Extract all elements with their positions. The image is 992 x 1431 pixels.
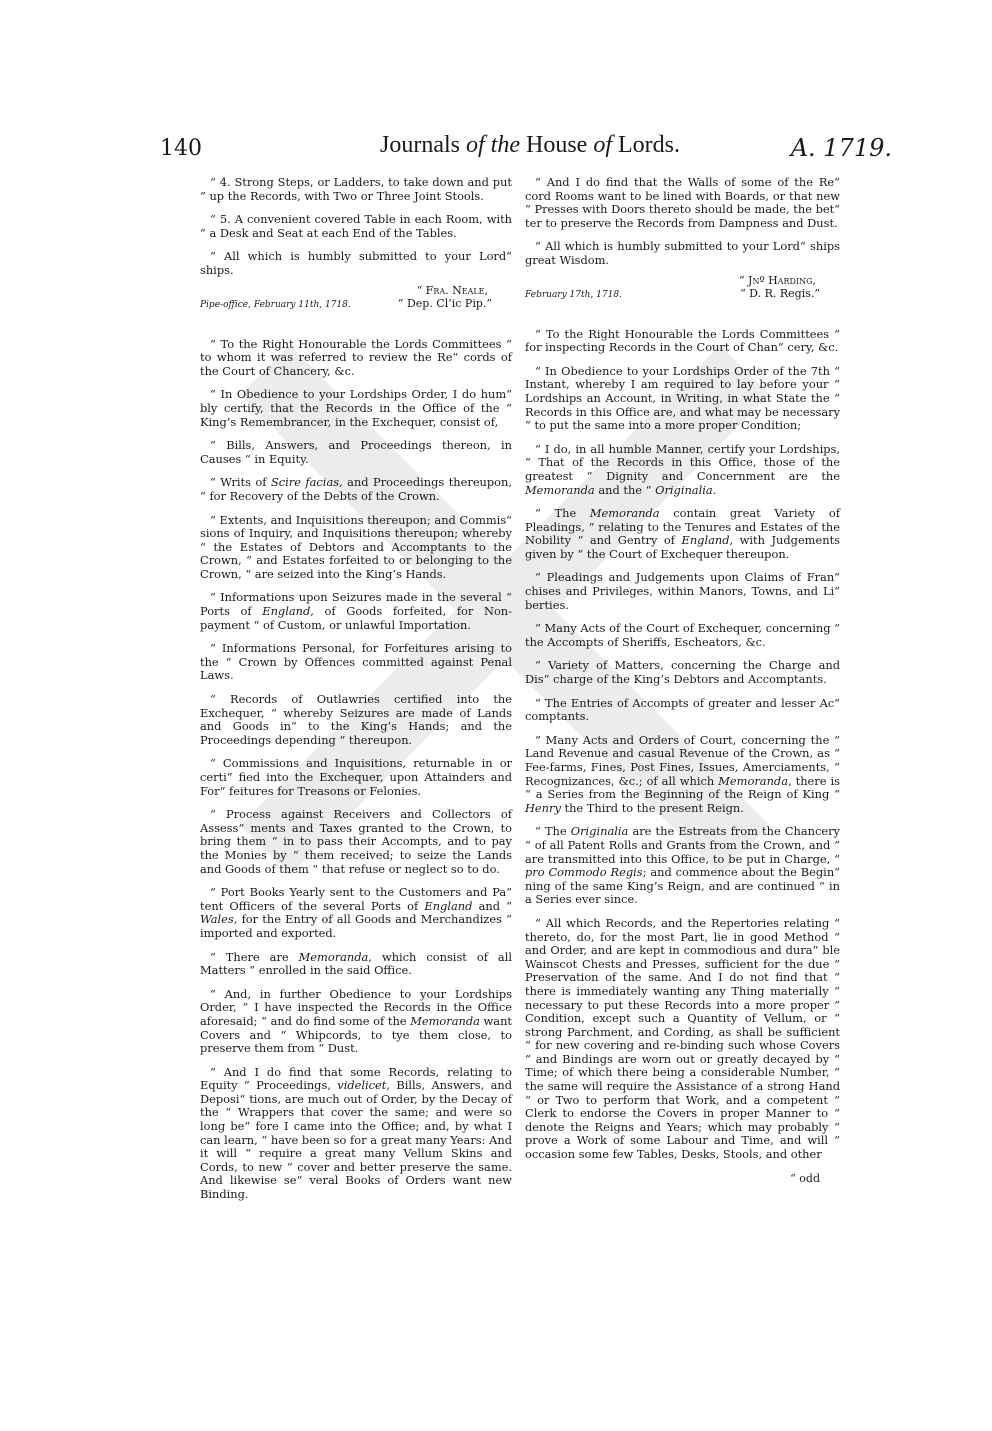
paragraph: “ The Originalia are the Estreats from the Chancery “ of all Patent Rolls and Grants from the Crown, and “ are transmitted into this Office, to be put in Charge, “ pro Commodo Regis; and commence about the Begin“ ning of the same King’s Reign, and are continued “ in a Series ever since.: [525, 824, 840, 907]
signature-place-date: Pipe-office, February 11th, 1718.: [200, 299, 351, 310]
paragraph: “ To the Right Honourable the Lords Committees “ for inspecting Records in the Court of Chan“ cery, &c.: [525, 326, 840, 355]
signature-title: “ Dep. Cl’ic Pip.”: [397, 296, 492, 310]
paragraph: “ Bills, Answers, and Proceedings thereon, in Causes “ in Equity.: [200, 438, 512, 466]
catchword: “ odd: [790, 1171, 820, 1185]
paragraph: “ And, in further Obedience to your Lordships Order, “ I have inspected the Records in the Office aforesaid; “ and do find some of the Memoranda want Covers and “ Whipcords, to tye them close, to preserve them from “ Dust.: [200, 986, 513, 1056]
paragraph: “ All which is humbly submitted to your Lord“ ships great Wisdom.: [525, 239, 840, 267]
paragraph: “ Extents, and Inquisitions thereupon; and Commis“ sions of Inquiry, and Inquisitions thereupon; whereby “ the Estates of Debtors and Accomptants to the Crown, “ and Estates forfeited to or belonging to the Crown, “ are seized into the King’s Hands.: [200, 512, 512, 581]
signature-name: “ Fra. Neale,: [416, 283, 488, 297]
page-number: 140: [160, 136, 202, 161]
signature-place-date: February 17th, 1718.: [525, 289, 622, 300]
paragraph: “ Variety of Matters, concerning the Charge and Dis“ charge of the King’s Debtors and Accomptants.: [525, 658, 840, 687]
paragraph: “ All which is humbly submitted to your Lord“ ships.: [200, 249, 512, 277]
paragraph: “ The Memoranda contain great Variety of Pleadings, “ relating to the Tenures and Estates of the Nobility “ and Gentry of England, with Judgements given by “ the Court of Exchequer thereupon.: [525, 506, 840, 561]
year-heading: A. 1719.: [790, 134, 892, 162]
paragraph: “ Pleadings and Judgements upon Claims of Fran“ chises and Privileges, within Manors, Towns, and Li“ berties.: [525, 570, 840, 612]
paragraph: “ To the Right Honourable the Lords Committees “ to whom it was referred to review the Re“ cords of the Court of Chancery, &c.: [200, 336, 512, 378]
paragraph: “ In Obedience to your Lordships Order of the 7th “ Instant, whereby I am required to lay before your “ Lordships an Account, in Writing, in what State the “ Records in this Office are, and what may be necessary “ to put the same into a more proper Condition;: [525, 363, 840, 433]
paragraph: “ Many Acts of the Court of Exchequer, concerning “ the Accompts of Sheriffs, Escheators, &c.: [525, 621, 840, 649]
signature-block: [525, 274, 840, 320]
paragraph: “ Informations upon Seizures made in the several “ Ports of England, of Goods forfeited, for Non-payment “ of Custom, or unlawful Importation.: [200, 590, 512, 632]
right-column: [525, 176, 840, 1185]
paragraph: “ There are Memoranda, which consist of all Matters “ enrolled in the said Office.: [200, 949, 512, 978]
paragraph: “ I do, in all humble Manner, certify your Lordships, “ That of the Records in this Office, those of the greatest “ Dignity and Concernment are the Memoranda and the “ Originalia.: [525, 441, 840, 497]
paragraph: “ Many Acts and Orders of Court, concerning the “ Land Revenue and casual Revenue of the Crown, as “ Fee-farms, Fines, Post Fines, Issues, Amerciaments, “ Recognizances, &c.; of all which Memoranda, there is “ a Series from the Beginning of the Reign of King “ Henry the Third to the present Reign.: [525, 732, 840, 815]
paragraph: “ Port Books Yearly sent to the Customers and Pa“ tent Officers of the several Ports of England and “ Wales, for the Entry of all Goods and Merchandizes “ imported and exported.: [200, 885, 512, 940]
running-header: [160, 132, 900, 168]
signature-title: “ D. R. Regis.”: [740, 286, 820, 300]
paragraph: “ In Obedience to your Lordships Order, I do hum“ bly certify, that the Records in the Office of the “ King’s Remembrancer, in the Exchequer, consist of,: [200, 387, 512, 429]
paragraph: “ And I do find that some Records, relating to Equity “ Proceedings, videlicet, Bills, Answers, and Deposi“ tions, are much out of Order, by the Decay of the “ Wrappers that cover the same; and were so long be“ fore I came into the Office; and, by what I can learn, “ have been so for a great many Years: And it will “ require a great many Vellum Skins and Cords, to new “ cover and better preserve the same. And likewise se“ veral Books of Orders want new Binding.: [200, 1064, 513, 1202]
paragraph: “ Records of Outlawries certified into the Exchequer, “ whereby Seizures are made of Lands and Goods in“ to the King’s Hands; and the Proceedings depending “ thereupon.: [200, 692, 512, 747]
signature-block: [200, 284, 512, 330]
paragraph: “ All which Records, and the Repertories relating “ thereto, do, for the most Part, lie in good Method “ and Order, and are kept in commodious and dura“ ble Wainscot Chests and Presses, sufficient for the due “ Preservation of the same. And I do not find that “ there is immediately wanting any Thing materially “ necessary to put these Records into a more proper “ Condition, except such a Quantity of Vellum, or “ strong Parchment, and Cording, as shall be sufficient “ for new covering and re-binding such whose Covers “ and Bindings are worn out or greatly decayed by “ Time; of which there being a considerable Number, “ the same will require the Assistance of a strong Hand “ or Two to perform that Work, and a competent “ Clerk to endorse the Covers in proper Manner to “ denote the Reigns and Years; which may probably “ prove a Work of some Labour and Time, and will “ occasion some few Tables, Desks, Stools, and other: [525, 915, 840, 1162]
paragraph: “ The Entries of Accompts of greater and lesser Ac“ comptants.: [525, 695, 840, 724]
signature-name: “ Jnº Harding,: [738, 273, 816, 287]
paragraph: “ And I do find that the Walls of some of the Re“ cord Rooms want to be lined with Boards, or that new “ Presses with Doors thereto should be made, the bet“ ter to preserve the Records from Dampness and Dust.: [525, 175, 840, 230]
paragraph: “ Commissions and Inquisitions, returnable in or certi“ fied into the Exchequer, upon Attainders and For“ feitures for Treasons or Felonies.: [200, 756, 512, 798]
paragraph: “ Writs of Scire facias, and Proceedings thereupon, “ for Recovery of the Debts of the Crown.: [200, 475, 512, 503]
paragraph: “ 4. Strong Steps, or Ladders, to take down and put “ up the Records, with Two or Three Joint Stools.: [200, 175, 512, 203]
paragraph: “ Informations Personal, for Forfeitures arising to the “ Crown by Offences committed against Penal Laws.: [200, 641, 512, 683]
left-column: [200, 176, 512, 1212]
paragraph: “ Process against Receivers and Collectors of Assess“ ments and Taxes granted to the Crown, to bring them “ in to pass their Accompts, and to pay the Monies by “ them received; to seize the Lands and Goods of them “ that refuse or neglect so to do.: [200, 807, 512, 876]
paragraph: “ 5. A convenient covered Table in each Room, with “ a Desk and Seat at each End of the Tables.: [200, 212, 512, 240]
running-title: Journals of the House of Lords.: [380, 132, 680, 158]
